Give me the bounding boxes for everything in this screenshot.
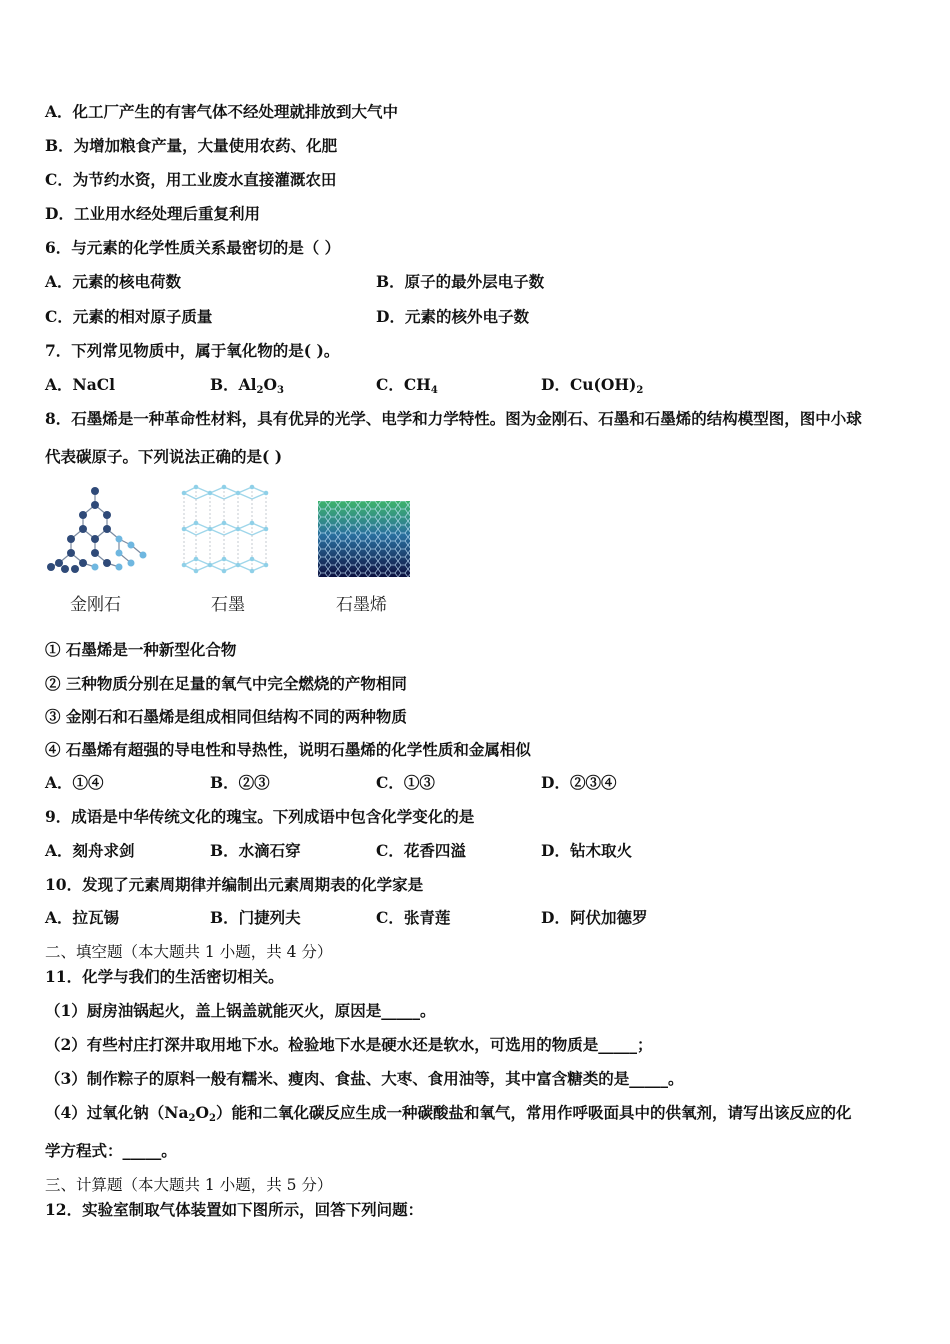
q11-part1: （1）厨房油锅起火，盖上锅盖就能灭火，原因是_____。 (45, 1001, 436, 1020)
q6-option-d: D．元素的核外电子数 (376, 307, 529, 326)
q11-part3: （3）制作粽子的原料一般有糯米、瘦肉、食盐、大枣、食用油等，其中富含糖类的是_____。 (45, 1069, 684, 1088)
q5-option-b: B．为增加粮食产量，大量使用农药、化肥 (45, 136, 338, 155)
q11-part4-line1: （4）过氧化钠$(Na_2O_2)$能和二氧化碳反应生成一种碳酸盐和氧气，常用作呼吸面具中的供氧剂，请写出该反应的化 (45, 1103, 852, 1124)
q9-option-b: B．水滴石穿 (210, 841, 301, 860)
q10-stem: 10．发现了元素周期律并编制出元素周期表的化学家是 (45, 875, 424, 894)
graphite-caption: 石墨 (211, 595, 245, 615)
q8-stem-line2: 代表碳原子。下列说法正确的是( ) (45, 447, 283, 466)
q10-option-c: C．张青莲 (376, 908, 451, 927)
q7-option-a: A．NaCl (45, 375, 115, 394)
q8-option-a: A．①④ (45, 773, 104, 792)
q12-stem: 12．实验室制取气体装置如下图所示，回答下列问题： (45, 1200, 424, 1219)
q6-stem: 6．与元素的化学性质关系最密切的是（ ） (45, 238, 341, 257)
q7-stem: 7．下列常见物质中，属于氧化物的是( )。 (45, 341, 340, 360)
q9-option-a: A．刻舟求剑 (45, 841, 135, 860)
q5-option-a: A．化工厂产生的有害气体不经处理就排放到大气中 (45, 102, 399, 121)
q9-stem: 9．成语是中华传统文化的瑰宝。下列成语中包含化学变化的是 (45, 807, 475, 826)
q8-option-c: C．①③ (376, 773, 435, 792)
q9-option-c: C．花香四溢 (376, 841, 466, 860)
q11-part4-line2: 学方程式：_____。 (45, 1141, 177, 1160)
q10-option-a: A．拉瓦锡 (45, 908, 120, 927)
q6-option-b: B．原子的最外层电子数 (376, 272, 545, 291)
q8-statement-2: ② 三种物质分别在足量的氧气中完全燃烧的产物相同 (45, 674, 407, 693)
q11-stem: 11．化学与我们的生活密切相关。 (45, 967, 284, 986)
section2-title: 二、填空题（本大题共 1 小题，共 4 分） (45, 943, 333, 961)
section3-title: 三、计算题（本大题共 1 小题，共 5 分） (45, 1176, 333, 1194)
graphene-structure-figure (318, 501, 410, 577)
q7-option-d: D．$Cu(OH)_2$ (541, 375, 644, 396)
q6-option-c: C．元素的相对原子质量 (45, 307, 213, 326)
q11-part2: （2）有些村庄打深井取用地下水。检验地下水是硬水还是软水，可选用的物质是_____； (45, 1035, 653, 1054)
q8-statement-1: ① 石墨烯是一种新型化合物 (45, 640, 237, 659)
q5-option-d: D．工业用水经处理后重复利用 (45, 204, 260, 223)
q9-option-d: D．钻木取火 (541, 841, 632, 860)
q8-statement-4: ④ 石墨烯有超强的导电性和导热性，说明石墨烯的化学性质和金属相似 (45, 740, 531, 759)
graphite-structure-figure (178, 483, 276, 578)
q7-option-b: B．$Al_2O_3$ (210, 375, 284, 396)
q5-option-c: C．为节约水资，用工业废水直接灌溉农田 (45, 170, 337, 189)
q8-option-d: D．②③④ (541, 773, 617, 792)
q8-stem-line1: 8．石墨烯是一种革命性材料，具有优异的光学、电学和力学特性。图为金刚石、石墨和石墨烯的结构模型图，图中小球 (45, 409, 862, 428)
q8-option-b: B．②③ (210, 773, 270, 792)
q10-option-d: D．阿伏加德罗 (541, 908, 648, 927)
q10-option-b: B．门捷列夫 (210, 908, 301, 927)
q7-option-c: C．$CH_4$ (376, 375, 438, 396)
q8-statement-3: ③ 金刚石和石墨烯是组成相同但结构不同的两种物质 (45, 707, 407, 726)
diamond-caption: 金刚石 (70, 595, 121, 615)
q6-option-a: A．元素的核电荷数 (45, 272, 182, 291)
graphene-caption: 石墨烯 (336, 595, 387, 615)
diamond-structure-figure (45, 483, 155, 578)
